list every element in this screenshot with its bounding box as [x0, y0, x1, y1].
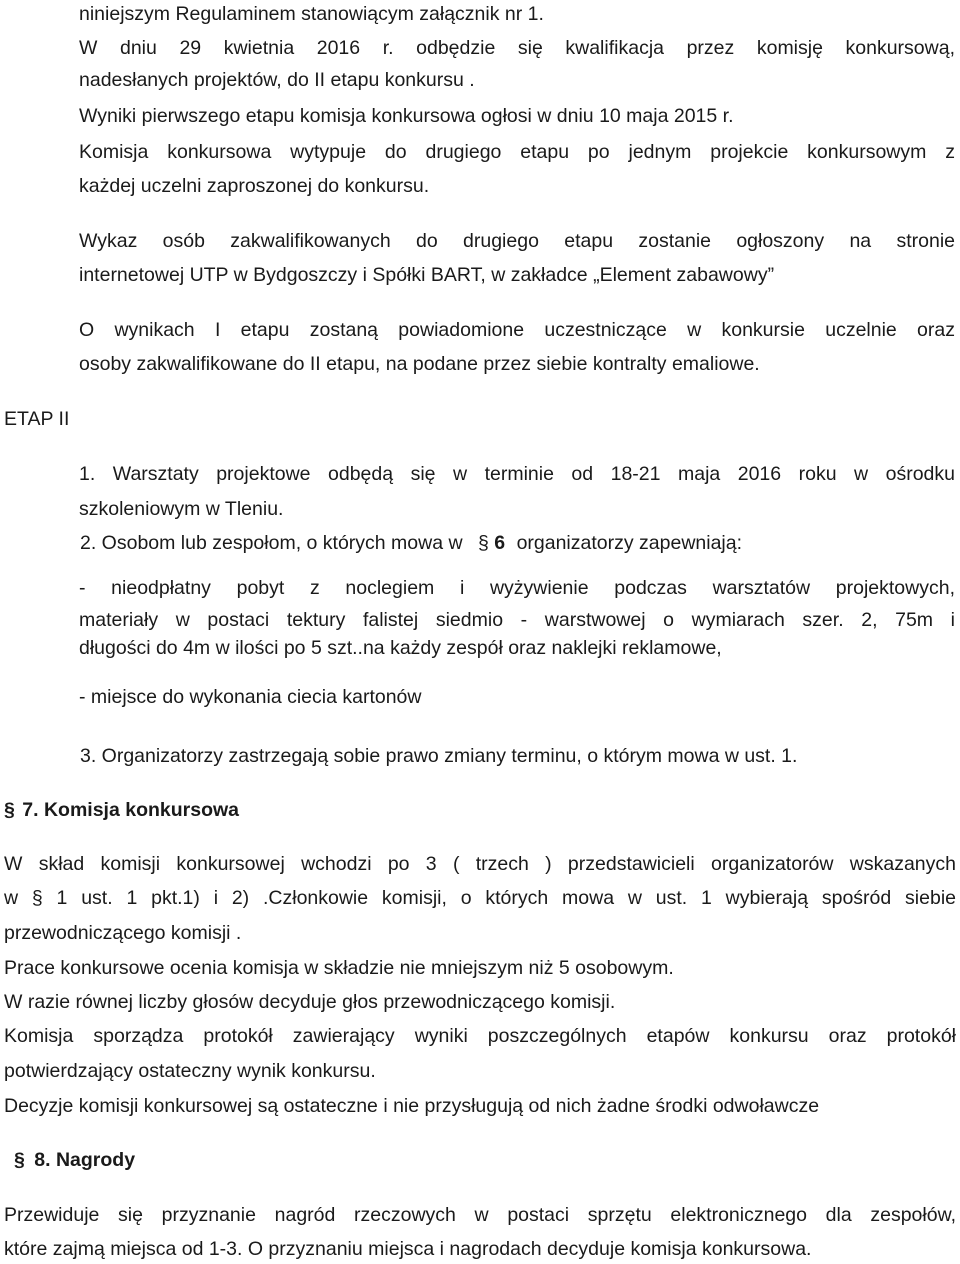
etap1-line-6: każdej uczelni zaproszonej do konkursu.	[79, 175, 430, 197]
section-7-line-8: Decyzje komisji konkursowej są ostateczne i nie przysługują od nich żadne środki odwoławcze	[4, 1095, 820, 1117]
section-8-title: 8. Nagrody	[34, 1149, 136, 1171]
section-symbol: §	[14, 1149, 25, 1171]
etap1-line-1: niniejszym Regulaminem stanowiącym załącznik nr 1.	[79, 3, 544, 25]
etap1-line-10: osoby zakwalifikowane do II etapu, na podane przez siebie kontralty emaliowe.	[79, 353, 760, 375]
etap2-point-2-suffix: organizatorzy zapewniają:	[516, 532, 743, 554]
etap2-point-2-prefix: 2. Osobom lub zespołom, o których mowa w	[80, 532, 463, 554]
section-7-title: 7. Komisja konkursowa	[22, 799, 240, 821]
etap2-point-1-line-2: szkoleniowym w Tleniu.	[79, 498, 284, 520]
etap2-dash-2: - miejsce do wykonania ciecia kartonów	[79, 686, 422, 708]
etap2-dash-1-cont-2: długości do 4m w ilości po 5 szt..na każdy zespół oraz naklejki reklamowe,	[79, 637, 722, 659]
section-7-line-6: Komisja sporządza protokół zawierający wyniki poszczególnych etapów konkursu oraz protokół	[4, 1025, 956, 1047]
section-symbol: §	[478, 532, 489, 554]
section-7-heading	[4, 798, 239, 822]
etap2-dash-1-cont-1: materiały w postaci tektury falistej siedmio - warstwowej o wymiarach szer. 2, 75m i	[79, 609, 955, 631]
etap2-point-1-line-1: 1. Warsztaty projektowe odbędą się w terminie od 18-21 maja 2016 roku w ośrodku	[79, 463, 955, 485]
etap2-point-2-section-number: 6	[494, 532, 506, 554]
etap1-line-3: nadesłanych projektów, do II etapu konkursu .	[79, 69, 475, 91]
section-8-line-1: Przewiduje się przyznanie nagród rzeczowych w postaci sprzętu elektronicznego dla zespołów,	[4, 1204, 956, 1226]
etap1-line-5: Komisja konkursowa wytypuje do drugiego etapu po jednym projekcie konkursowym z	[79, 141, 955, 163]
etap2-dash-1: - nieodpłatny pobyt z noclegiem i wyżywienie podczas warsztatów projektowych,	[79, 577, 955, 599]
section-7-line-2: w § 1 ust. 1 pkt.1) i 2) .Członkowie komisji, o których mowa w ust. 1 wybierają spośród siebie	[4, 887, 956, 909]
section-7-line-1: W skład komisji konkursowej wchodzi po 3 ( trzech ) przedstawicieli organizatorów wskazanych	[4, 853, 956, 875]
etap1-line-9: O wynikach I etapu zostaną powiadomione uczestniczące w konkursie uczelnie oraz	[79, 319, 955, 341]
etap1-line-7: Wykaz osób zakwalifikowanych do drugiego etapu zostanie ogłoszony na stronie	[79, 230, 955, 252]
etap1-line-8: internetowej UTP w Bydgoszczy i Spółki BART, w zakładce „Element zabawowy”	[79, 264, 775, 286]
section-symbol: §	[4, 799, 15, 821]
etap2-point-2	[80, 531, 742, 555]
section-7-line-7: potwierdzający ostateczny wynik konkursu.	[4, 1060, 376, 1082]
etap2-point-3: 3. Organizatorzy zastrzegają sobie prawo zmiany terminu, o którym mowa w ust. 1.	[80, 745, 798, 767]
section-7-line-4: Prace konkursowe ocenia komisja w składzie nie mniejszym niż 5 osobowym.	[4, 957, 674, 979]
section-7-line-3: przewodniczącego komisji .	[4, 922, 242, 944]
etap1-line-2: W dniu 29 kwietnia 2016 r. odbędzie się kwalifikacja przez komisję konkursową,	[79, 37, 955, 59]
section-8-heading	[14, 1148, 135, 1172]
section-8-line-2: które zajmą miejsca od 1-3. O przyznaniu miejsca i nagrodach decyduje komisja konkursowa.	[4, 1238, 812, 1260]
etap1-line-4: Wyniki pierwszego etapu komisja konkursowa ogłosi w dniu 10 maja 2015 r.	[79, 105, 734, 127]
section-7-line-5: W razie równej liczby głosów decyduje głos przewodniczącego komisji.	[4, 991, 616, 1013]
etap2-label: ETAP II	[4, 408, 70, 430]
